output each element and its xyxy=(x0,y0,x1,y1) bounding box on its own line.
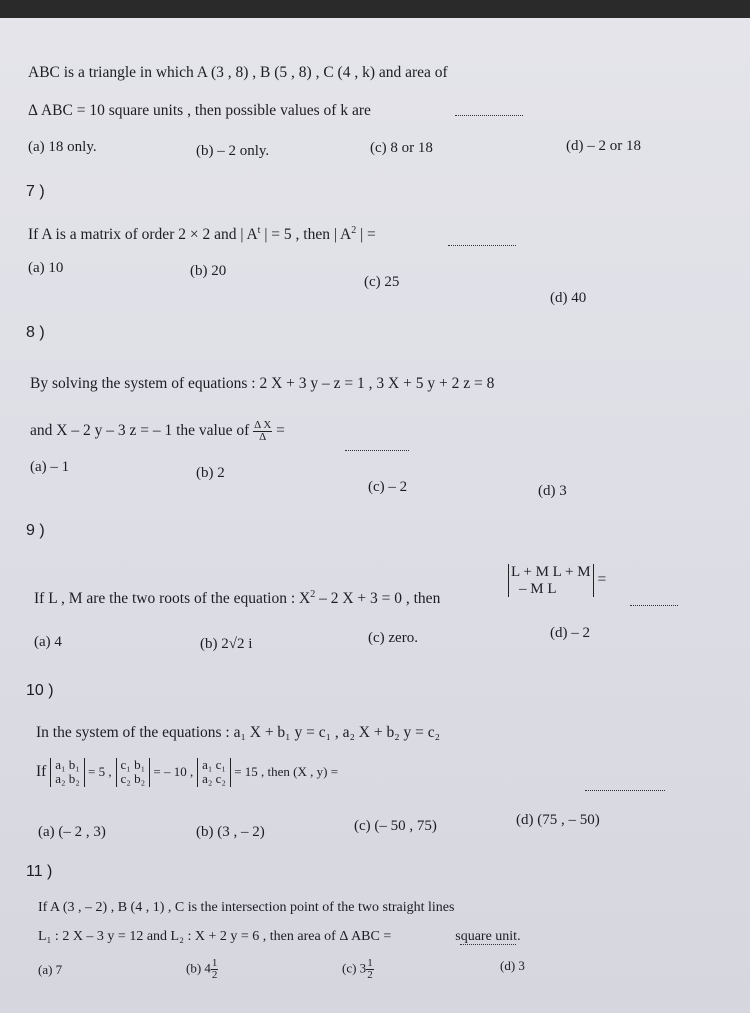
q8-option-d[interactable]: (d) 3 xyxy=(538,483,567,499)
q10-det1-row-2: a₂ b₂ xyxy=(55,771,80,787)
q9-option-a[interactable]: (a) 4 xyxy=(34,634,62,650)
q6-option-a[interactable]: (a) 18 only. xyxy=(28,139,97,155)
q11-text-b: square unit. xyxy=(455,929,521,944)
q10-number: 10 ) xyxy=(26,682,54,699)
q7-text-a: If A is a matrix of order 2 × 2 and | A xyxy=(28,226,258,244)
q11-option-d[interactable]: (d) 3 xyxy=(500,958,525,973)
q10-det1-row-1: a₁ b₁ xyxy=(55,757,80,772)
q10-det3-row-2: a₂ c₂ xyxy=(202,771,226,787)
q10-determinant-3 xyxy=(197,758,231,787)
q10-det2-value: = – 10 , xyxy=(150,763,194,779)
answer-blank xyxy=(448,244,516,246)
q8-option-a[interactable]: (a) – 1 xyxy=(30,459,70,475)
q11-opt-c-whole: (c) 3 xyxy=(342,960,367,976)
q10-det3-row-1: a₁ c₁ xyxy=(202,757,226,772)
q7-sup-t: t xyxy=(257,225,261,236)
q10-det2-row-1: c₁ b₁ xyxy=(120,757,146,772)
q9-text-a: If L , M are the two roots of the equation : X xyxy=(34,590,311,608)
exam-page xyxy=(0,18,750,1013)
q10-determinant-2 xyxy=(116,758,151,787)
q11-number: 11 ) xyxy=(26,863,53,880)
q8-text-a: and X – 2 y – 3 z = – 1 the value of xyxy=(30,422,250,440)
q7-sup-2: 2 xyxy=(351,225,357,236)
q10-det1-value: = 5 , xyxy=(84,763,112,779)
q11-opt-c-den: 2 xyxy=(367,969,373,981)
q8-frac-num: Δ X xyxy=(254,419,272,431)
q10-option-c[interactable]: (c) (– 50 , 75) xyxy=(354,818,437,834)
q8-fraction xyxy=(253,420,272,443)
q7-option-c[interactable]: (c) 25 xyxy=(364,274,400,290)
q11-option-c[interactable] xyxy=(342,958,374,981)
q10-if: If xyxy=(36,762,47,780)
q7-option-b[interactable]: (b) 20 xyxy=(190,263,227,279)
q11-text-a: L₁ : 2 X – 3 y = 12 and L₂ : X + 2 y = 6 , then area of Δ ABC = xyxy=(38,929,392,944)
q9-option-d[interactable]: (d) – 2 xyxy=(550,625,590,641)
q9-determinant xyxy=(508,564,594,597)
q9-determinant-wrap xyxy=(508,564,606,597)
q9-number: 9 ) xyxy=(26,522,45,539)
q8-line-2 xyxy=(30,420,285,443)
q11-opt-b-fraction xyxy=(211,958,219,981)
answer-blank xyxy=(630,604,678,606)
q7-option-d[interactable]: (d) 40 xyxy=(550,290,587,306)
q7-line-1 xyxy=(28,225,376,244)
q9-det-row-1: L + M L + M xyxy=(511,564,591,580)
q7-option-a[interactable]: (a) 10 xyxy=(28,260,64,276)
q8-frac-den: Δ xyxy=(259,431,267,443)
q6-option-d[interactable]: (d) – 2 or 18 xyxy=(566,138,641,154)
q7-text-c: | = xyxy=(356,226,376,244)
q10-option-d[interactable]: (d) (75 , – 50) xyxy=(516,812,600,828)
q10-option-b[interactable]: (b) (3 , – 2) xyxy=(196,824,265,840)
q11-opt-c-num: 1 xyxy=(367,957,373,969)
q6-line-1: ABC is a triangle in which A (3 , 8) , B (5 , 8) , C (4 , k) and area of xyxy=(28,64,448,81)
q9-line-1 xyxy=(34,589,440,608)
q7-number: 7 ) xyxy=(26,183,45,200)
q11-option-b[interactable] xyxy=(186,958,218,981)
answer-blank xyxy=(460,943,516,945)
q10-determinant-1 xyxy=(50,758,85,787)
q8-text-b: = xyxy=(272,422,285,440)
q11-line-2 xyxy=(38,929,521,945)
q8-option-b[interactable]: (b) 2 xyxy=(196,465,225,481)
q8-number: 8 ) xyxy=(26,324,45,341)
q10-det2-row-2: c₂ b₂ xyxy=(120,771,146,787)
q9-text-b: – 2 X + 3 = 0 , then xyxy=(315,590,441,608)
q11-opt-b-whole: (b) 4 xyxy=(186,960,211,976)
answer-blank xyxy=(455,114,523,116)
answer-blank xyxy=(585,789,665,791)
q10-det3-value: = 15 , then (X , y) = xyxy=(230,763,339,779)
q6-option-b[interactable]: (b) – 2 only. xyxy=(196,143,270,159)
q11-opt-c-fraction xyxy=(366,958,374,981)
q10-line-1: In the system of the equations : a₁ X + b₁ y = c₁ , a₂ X + b₂ y = c₂ xyxy=(36,724,441,741)
q6-option-c[interactable]: (c) 8 or 18 xyxy=(370,140,433,156)
q11-opt-b-den: 2 xyxy=(211,969,218,981)
q9-sup-2: 2 xyxy=(310,589,316,600)
q10-line-2 xyxy=(36,758,338,787)
q9-equals: = xyxy=(593,571,607,589)
q8-line-1: By solving the system of equations : 2 X + 3 y – z = 1 , 3 X + 5 y + 2 z = 8 xyxy=(30,375,495,392)
q10-option-a[interactable]: (a) (– 2 , 3) xyxy=(38,824,106,840)
q6-line-2-text: Δ ABC = 10 square units , then possible values of k are xyxy=(28,102,371,119)
q9-det-row-2: – M L xyxy=(519,580,557,597)
q7-text-b: | = 5 , then | A xyxy=(260,226,352,244)
q6-line-2 xyxy=(28,102,371,120)
q9-option-c[interactable]: (c) zero. xyxy=(368,630,418,646)
q11-opt-b-num: 1 xyxy=(211,957,218,969)
q11-line-1: If A (3 , – 2) , B (4 , 1) , C is the intersection point of the two straight lines xyxy=(38,900,455,915)
answer-blank xyxy=(345,449,409,451)
q11-option-a[interactable]: (a) 7 xyxy=(38,962,63,977)
q8-option-c[interactable]: (c) – 2 xyxy=(368,479,408,495)
q9-option-b[interactable]: (b) 2√2 i xyxy=(200,636,253,652)
